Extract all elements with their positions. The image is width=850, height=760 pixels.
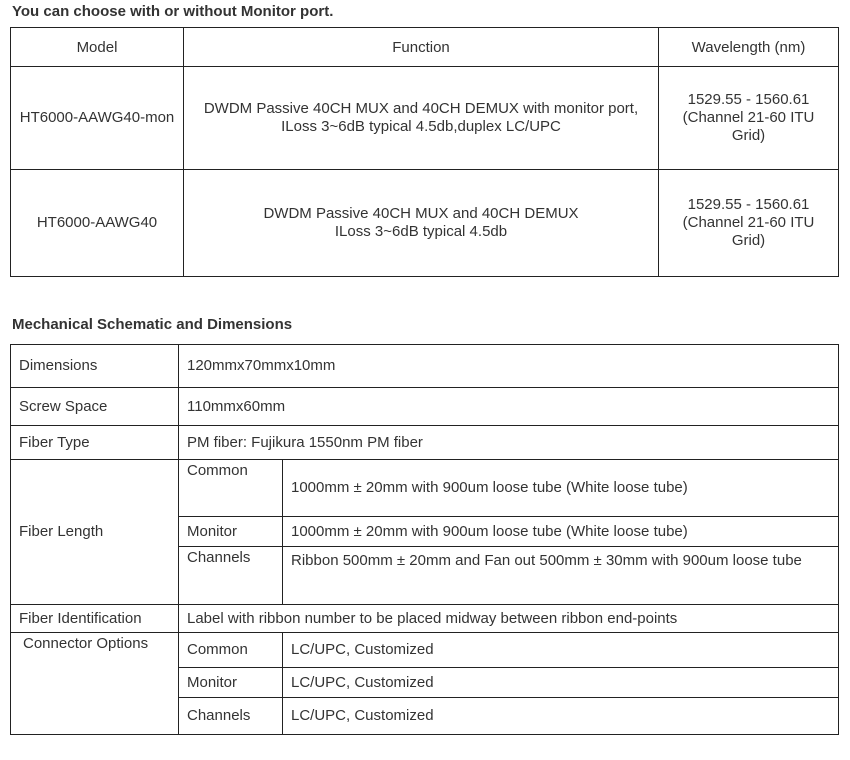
fiber-length-sub-label: Monitor bbox=[179, 517, 283, 547]
function-cell bbox=[184, 67, 659, 170]
fiber-identification-value: Label with ribbon number to be placed midway between ribbon end-points bbox=[179, 605, 839, 633]
function-line: ILoss 3~6dB typical 4.5db,duplex LC/UPC bbox=[281, 118, 561, 135]
table-row bbox=[11, 426, 839, 460]
wavelength-range: 1529.55 - 1560.61 bbox=[687, 91, 810, 108]
section-heading-mechanical: Mechanical Schematic and Dimensions bbox=[12, 316, 293, 333]
table-row bbox=[11, 605, 839, 633]
connector-value: LC/UPC, Customized bbox=[283, 633, 839, 668]
fiber-length-sub-label: Common bbox=[179, 460, 283, 517]
screw-space-value: 110mmx60mm bbox=[179, 388, 839, 426]
section-heading-monitor-option: You can choose with or without Monitor port. bbox=[12, 3, 334, 20]
mechanical-table bbox=[10, 344, 839, 735]
model-cell: HT6000-AAWG40-mon bbox=[11, 67, 184, 170]
model-cell: HT6000-AAWG40 bbox=[11, 170, 184, 277]
header-function: Function bbox=[184, 28, 659, 67]
model-table bbox=[10, 27, 839, 277]
connector-value: LC/UPC, Customized bbox=[283, 668, 839, 698]
connector-options-label: Connector Options bbox=[11, 633, 179, 735]
fiber-length-value: 1000mm ± 20mm with 900um loose tube (White loose tube) bbox=[283, 460, 839, 517]
wavelength-cell bbox=[659, 170, 839, 277]
wavelength-channel: (Channel 21-60 ITU Grid) bbox=[682, 214, 815, 249]
wavelength-cell bbox=[659, 67, 839, 170]
table-row bbox=[11, 67, 839, 170]
wavelength-range: 1529.55 - 1560.61 bbox=[687, 196, 810, 213]
table-row bbox=[11, 460, 839, 517]
fiber-length-label: Fiber Length bbox=[11, 460, 179, 605]
fiber-length-sub-label: Channels bbox=[179, 547, 283, 605]
model-table-header-row bbox=[11, 28, 839, 67]
fiber-length-value: 1000mm ± 20mm with 900um loose tube (White loose tube) bbox=[283, 517, 839, 547]
function-line: DWDM Passive 40CH MUX and 40CH DEMUX bbox=[263, 205, 579, 222]
fiber-identification-label: Fiber Identification bbox=[11, 605, 179, 633]
screw-space-label: Screw Space bbox=[11, 388, 179, 426]
wavelength-channel: (Channel 21-60 ITU Grid) bbox=[682, 109, 815, 144]
table-row bbox=[11, 633, 839, 668]
fiber-type-label: Fiber Type bbox=[11, 426, 179, 460]
connector-sub-label: Channels bbox=[179, 698, 283, 735]
connector-sub-label: Monitor bbox=[179, 668, 283, 698]
function-line: DWDM Passive 40CH MUX and 40CH DEMUX with monitor port, bbox=[203, 100, 639, 117]
dimensions-value: 120mmx70mmx10mm bbox=[179, 345, 839, 388]
table-row bbox=[11, 170, 839, 277]
fiber-type-value: PM fiber: Fujikura 1550nm PM fiber bbox=[179, 426, 839, 460]
table-row bbox=[11, 388, 839, 426]
header-model: Model bbox=[11, 28, 184, 67]
function-cell bbox=[184, 170, 659, 277]
table-row bbox=[11, 345, 839, 388]
connector-sub-label: Common bbox=[179, 633, 283, 668]
dimensions-label: Dimensions bbox=[11, 345, 179, 388]
function-line: ILoss 3~6dB typical 4.5db bbox=[334, 223, 508, 240]
header-wavelength: Wavelength (nm) bbox=[659, 28, 839, 67]
connector-value: LC/UPC, Customized bbox=[283, 698, 839, 735]
fiber-length-value: Ribbon 500mm ± 20mm and Fan out 500mm ± 30mm with 900um loose tube bbox=[283, 547, 839, 605]
